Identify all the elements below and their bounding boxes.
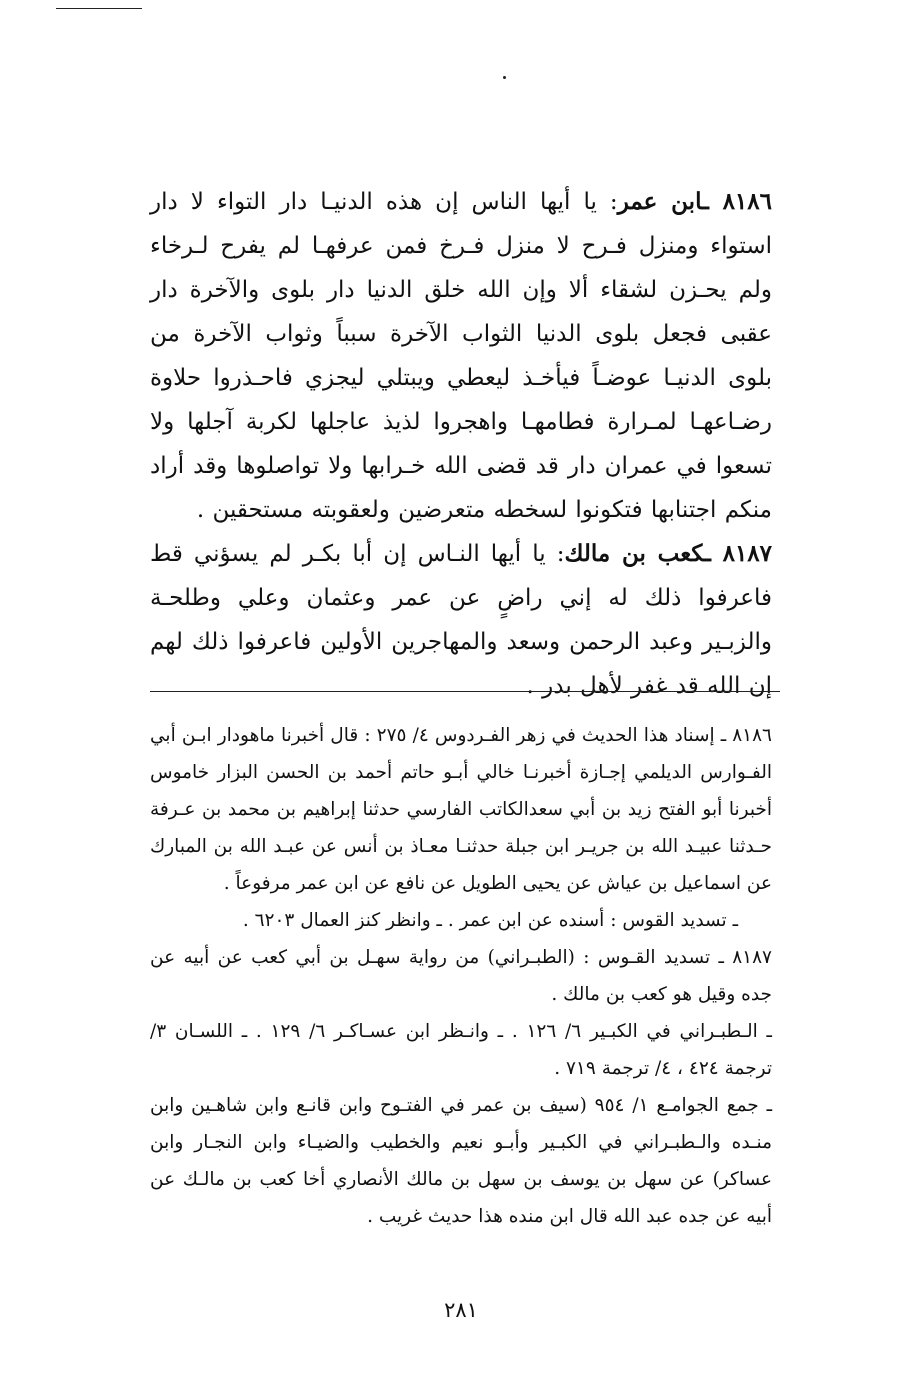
- footnote-8187-source: ٨١٨٧ ـ تسديد القـوس : (الطبـراني) من رواية سهـل بن أبي كعب عن أبيه عن جده وقيل هو كعب بن مالك .: [150, 947, 772, 1005]
- top-rule: [56, 8, 142, 9]
- hadith-text: : يا أيها الناس إن هذه الدنيـا دار التواء لا دار استواء ومنزل فـرح لا منزل فـرخ فمن عرفهـا لم يفرح لـرخاء ولم يحـزن لشقاء ألا وإن الله خلق الدنيا دار بلوى والآخرة دار عقبى فجعل بلوى الدنيا الثواب الآخرة سبباً وثواب الآخرة من بلوى الدنيـا عوضـاً فيأخـذ ليعطي ويبتلي ليجزي فاحـذروا حلاوة رضـاعهـا لمـرارة فطامهـا واهجروا لذيذ عاجلها لكربة آجلها ولا تسعوا في عمران دار قد قضى الله خـرابها ولا تواصلوها وقد أراد منكم اجتنابها فتكونوا لسخطه متعرضين ولعقوبته مستحقين .: [150, 189, 772, 523]
- hadith-text: : يا أيها النـاس إن أبا بكـر لم يسؤني قط فاعرفوا ذلك له إني راضٍ عن عمر وعثمان وعلي وطلحـة والزبـير وعبد الرحمن وسعد والمهاجرين الأولين فاعرفوا ذلك لهم إن الله قد غفر لأهل بدر .: [150, 541, 772, 699]
- footnote-8186-source: ـ تسديد القوس : أسنده عن ابن عمر . ـ وانظر كنز العمال ٦٢٠٣ .: [242, 910, 738, 931]
- footnote-8187-jam: ـ جمع الجوامـع ١/ ٩٥٤ (سيف بن عمر في الفتـوح وابن قانـع وابن شاهـين وابن منـده والـطبـراني في الكبـير وأبـو نعيم والخطيب والضيـاء وابن النجـار وابن عساكر) عن سهل بن يوسف بن سهل بن مالك الأنصاري أخا كعب بن مالـك عن أبيه عن جده عبد الله قال ابن منده هذا حديث غريب .: [150, 1095, 772, 1227]
- main-text: [150, 180, 772, 708]
- hadith-8187: [150, 532, 772, 708]
- footnote-8187-references: ـ الـطبـراني في الكبـير ٦/ ١٢٦ . ـ وانـظر ابن عسـاكـر ٦/ ١٢٩ . ـ اللسـان ٣/ ترجمة ٤٢٤ ، ٤/ ترجمة ٧١٩ .: [150, 1021, 772, 1079]
- hadith-number: ٨١٨٧ ـ: [704, 540, 773, 567]
- footnotes: [150, 717, 772, 1235]
- page-number: ٢٨١: [444, 1298, 478, 1322]
- stray-mark: [503, 76, 506, 79]
- hadith-8186: [150, 180, 772, 532]
- hadith-narrator: كعب بن مالك: [564, 540, 705, 567]
- hadith-narrator: ابن عمر: [617, 188, 703, 215]
- footnote-8186-isnad: ٨١٨٦ ـ إسناد هذا الحديث في زهر الفـردوس ٤/ ٢٧٥ : قال أخبرنا ماهودار ابـن أبي الفـوارس الديلمي إجـازة أخبرنـا خالي أبـو حاتم أحمد بن الحسن البزار خاموس أخبرنا أبو الفتح زيد بن أبي سعدالكاتب الفارسي حدثنا إبراهيم بن محمد بن عـرفة حـدثنا عبيـد الله بن جريـر ابن جبلة حدثنـا معـاذ بن أنس عن عبـد الله بن المبارك عن اسماعيل بن عياش عن يحيى الطويل عن نافع عن ابن عمر مرفوعاً .: [150, 725, 772, 894]
- hadith-number: ٨١٨٦ ـ: [702, 188, 772, 215]
- footnote-divider: [150, 691, 780, 692]
